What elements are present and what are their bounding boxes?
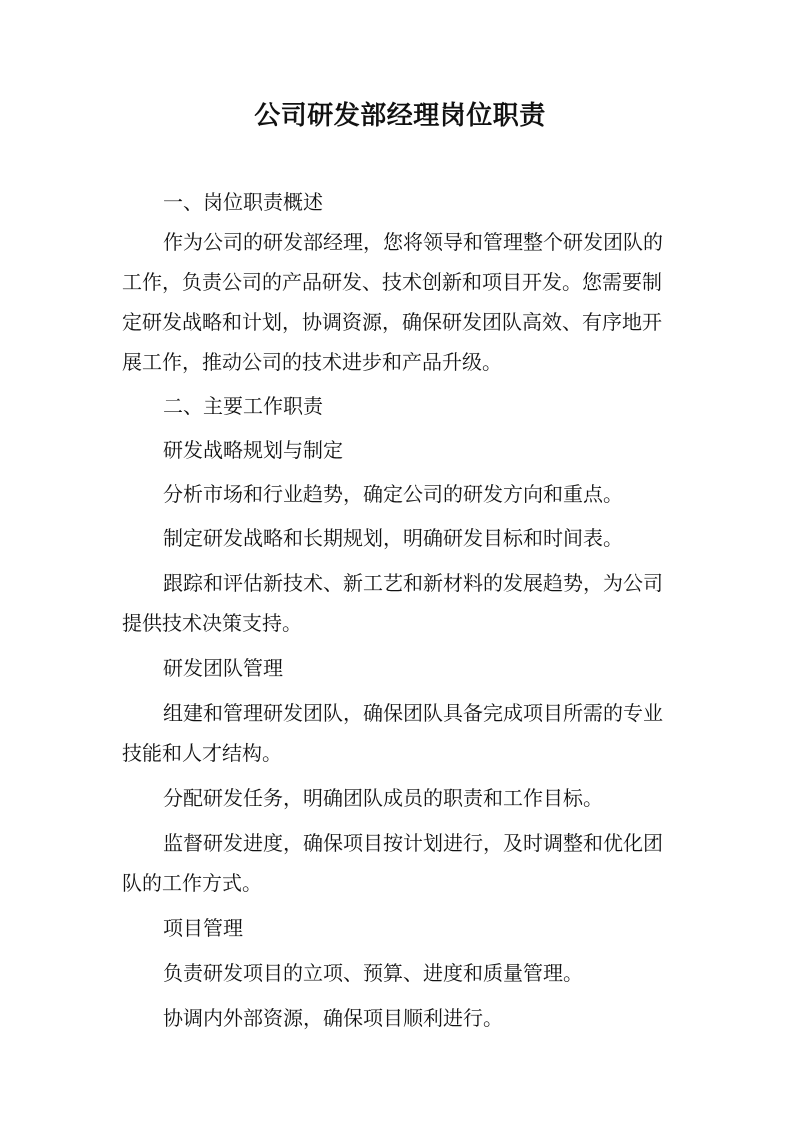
subheading-strategy: 研发战略规划与制定	[163, 438, 343, 462]
document-title: 公司研发部经理岗位职责	[254, 101, 546, 131]
project-item-1: 负责研发项目的立项、预算、进度和质量管理。	[163, 961, 583, 985]
team-item-1: 组建和管理研发团队，确保团队具备完成项目所需的专业技能和人才结构。	[122, 701, 663, 765]
team-item-3: 监督研发进度，确保项目按计划进行，及时调整和优化团队的工作方式。	[122, 831, 663, 895]
document-body	[122, 182, 680, 1038]
project-item-2: 协调内外部资源，确保项目顺利进行。	[163, 1006, 503, 1030]
strategy-item-3: 跟踪和评估新技术、新工艺和新材料的发展趋势，为公司提供技术决策支持。	[122, 571, 663, 635]
subheading-project: 项目管理	[163, 916, 243, 940]
subheading-team: 研发团队管理	[163, 656, 283, 680]
strategy-item-2: 制定研发战略和长期规划，明确研发目标和时间表。	[163, 526, 623, 550]
strategy-item-1: 分析市场和行业趋势，确定公司的研发方向和重点。	[163, 482, 623, 506]
team-item-2: 分配研发任务，明确团队成员的职责和工作目标。	[163, 786, 603, 810]
section-heading-duties: 二、主要工作职责	[163, 394, 323, 418]
section-heading-overview: 一、岗位职责概述	[163, 190, 323, 214]
overview-paragraph: 作为公司的研发部经理，您将领导和管理整个研发团队的工作，负责公司的产品研发、技术创新和项目开发。您需要制定研发战略和计划，协调资源，确保研发团队高效、有序地开展工作，推动公司的技术进步和产品升级。	[122, 230, 663, 374]
